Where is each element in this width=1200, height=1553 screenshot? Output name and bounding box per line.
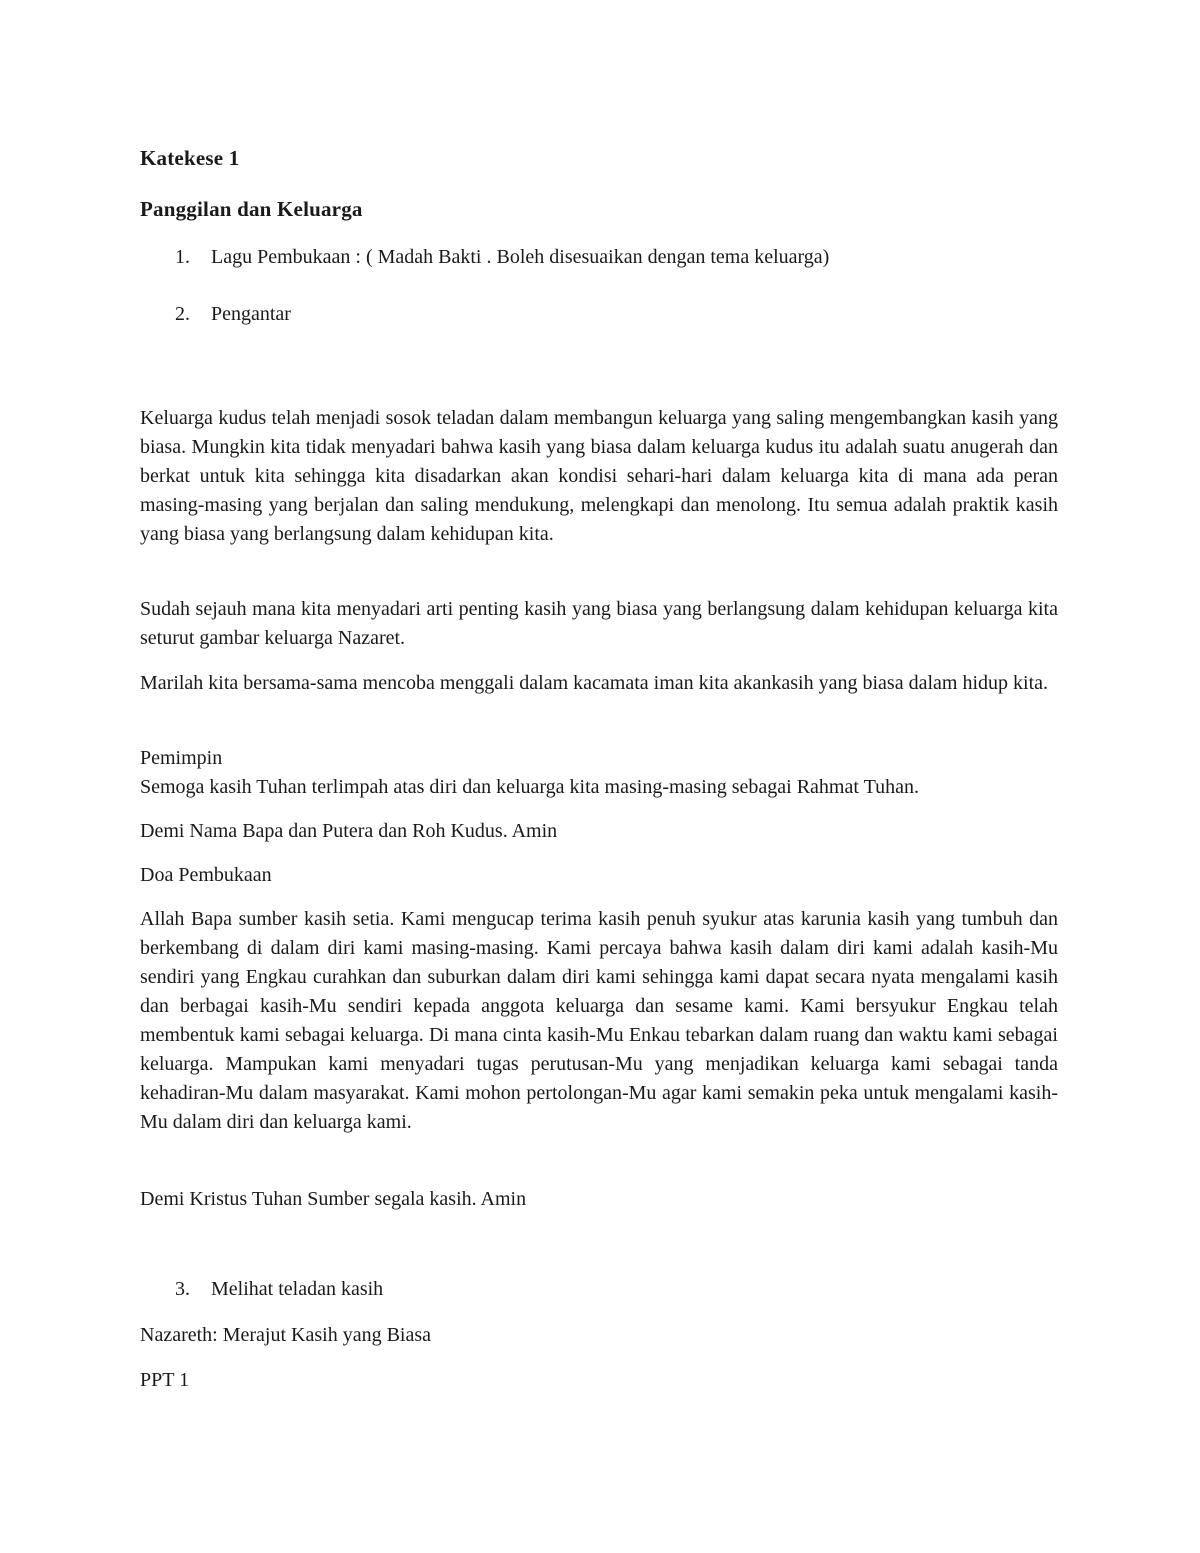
list-item-1 (175, 244, 829, 270)
list-number: 1. (175, 246, 190, 268)
document-subtitle: Panggilan dan Keluarga (140, 197, 363, 221)
doa-pembukaan-label: Doa Pembukaan (140, 864, 272, 886)
section3-title: Nazareth: Merajut Kasih yang Biasa (140, 1324, 432, 1346)
pemimpin-text: Semoga kasih Tuhan terlimpah atas diri dan keluarga kita masing-masing sebagai Rahmat Tuhan. (140, 776, 919, 798)
list-text: Melihat teladan kasih (211, 1278, 384, 1300)
ppt-label: PPT 1 (140, 1369, 190, 1391)
pengantar-paragraph-1: Keluarga kudus telah menjadi sosok teladan dalam membangun keluarga yang saling mengembangkan kasih yang biasa. Mungkin kita tidak menyadari bahwa kasih yang biasa dalam keluarga kudus itu adalah suatu anugerah dan berkat untuk kita sehingga kita disadarkan akan kondisi sehari-hari dalam keluarga kita di mana ada peran masing-masing yang berjalan dan saling mendukung, melengkapi dan menolong. Itu semua adalah praktik kasih yang biasa yang berlangsung dalam kehidupan kita. (140, 407, 1058, 545)
list-item-3 (175, 1276, 383, 1302)
list-number: 3. (175, 1278, 190, 1300)
doa-pembukaan-text: Allah Bapa sumber kasih setia. Kami mengucap terima kasih penuh syukur atas karunia kasih yang tumbuh dan berkembang di dalam diri kami masing-masing. Kami percaya bahwa kasih dalam diri kami adalah kasih-Mu sendiri yang Engkau curahkan dan suburkan dalam diri kami sehingga kami dapat secara nyata mengalami kasih dan berbagai kasih-Mu sendiri kepada anggota keluarga dan sesame kami. Kami bersyukur Engkau telah membentuk kami sebagai keluarga. Di mana cinta kasih-Mu Enkau tebarkan dalam ruang dan waktu kami sebagai keluarga. Mampukan kami menyadari tugas perutusan-Mu yang menjadikan keluarga kami sebagai tanda kehadiran-Mu dalam masyarakat. Kami mohon pertolongan-Mu agar kami semakin peka untuk mengalami kasih-Mu dalam diri dan keluarga kami. (140, 908, 1058, 1133)
pengantar-paragraph-2: Sudah sejauh mana kita menyadari arti penting kasih yang biasa yang berlangsung dalam kehidupan keluarga kita seturut gambar keluarga Nazaret. (140, 598, 1058, 649)
list-item-2 (175, 301, 291, 327)
pemimpin-label: Pemimpin (140, 747, 223, 769)
list-text: Lagu Pembukaan : ( Madah Bakti . Boleh disesuaikan dengan tema keluarga) (211, 246, 830, 268)
doa-penutup-text: Demi Kristus Tuhan Sumber segala kasih. Amin (140, 1188, 527, 1210)
document-title: Katekese 1 (140, 146, 240, 170)
list-text: Pengantar (211, 303, 291, 325)
pengantar-paragraph-3: Marilah kita bersama-sama mencoba menggali dalam kacamata iman kita akankasih yang biasa dalam hidup kita. (140, 672, 1048, 694)
list-number: 2. (175, 303, 190, 325)
tanda-salib-text: Demi Nama Bapa dan Putera dan Roh Kudus. Amin (140, 820, 558, 842)
